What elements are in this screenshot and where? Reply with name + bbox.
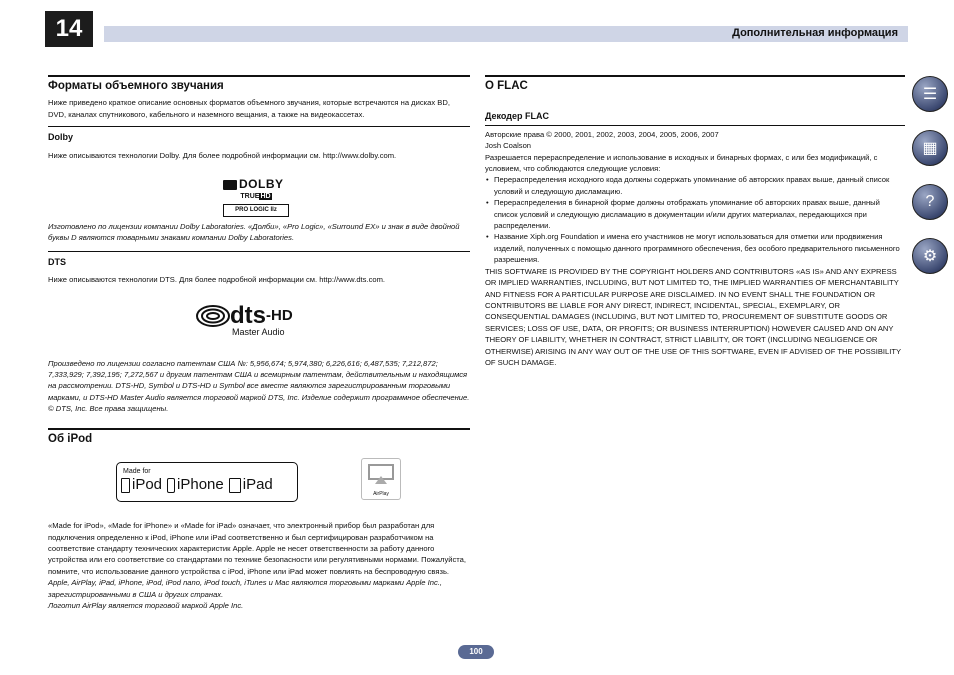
flac-copyright: Авторские права © 2000, 2001, 2002, 2003, 2004, 2005, 2006, 2007 (485, 129, 719, 139)
ipod-note-trademarks: Apple, AirPlay, iPad, iPhone, iPod, iPod nano, iPod touch, iTunes и Mac являются торговыми марками Apple Inc., зарегистрированными в США и других странах. (48, 578, 442, 599)
pro-logic-label: PRO LOGIC IIz (223, 204, 289, 217)
iphone-device-icon (167, 478, 175, 493)
dts-note: Произведено по лицензии согласно патентам США №: 5,956,674; 5,974,380; 6,226,616; 6,487,535; 7,212,872; 7,333,929; 7,392,195; 7,272,567 и другим патентам США и всемирным патентам, действительным и находящимся на рассмотрении. DTS-HD, Symbol и DTS-HD и Symbol все вместе являются зарегистрированным торговыми марками, и DTS-HD Master Audio является торговой маркой DTS, Inc. Изделие содержит программное обеспечение. © DTS, Inc. Все права защищены. (48, 358, 470, 414)
subsection-rule (48, 126, 470, 127)
list-item: • Перераспределения исходного кода должны содержать упоминание об авторских правах выше, данный список условий и следующую дисламацию. (494, 174, 905, 197)
ipod-text: «Made for iPod», «Made for iPhone» и «Made for iPad» означает, что электронный прибор был разработан для подключения определенно к iPod, iPhone или iPad соответственно и был сертифицирован разработчиком на соответствие стандарту технических характеристик Apple. Apple не несет ответственности за работу данного устройства или его соответствие со стандартами по технике безопасности или регулятивными нормами. Пожалуйста, помните, что использование данного устройства с iPod, iPhone или iPad может повлиять на беспроводную связь. (48, 521, 467, 576)
section-rule (48, 75, 470, 77)
header-bar (104, 26, 908, 42)
right-column (485, 75, 905, 368)
dts-hd-label: -HD (266, 306, 293, 324)
header-title: Дополнительная информация (732, 27, 898, 39)
dts-title: DTS (48, 256, 66, 267)
badge-ipad: iPad (242, 476, 273, 494)
surround-title: Форматы объемного звучания (48, 80, 224, 92)
list-item: • Перераспределения в бинарной форме должны отображать упоминание об авторских правах выше, данный список условий и следующую дисламацию в документации и/или других материалах, передающихся при распределении. (494, 197, 905, 231)
chapter-number: 14 (45, 11, 93, 47)
truehd-hd: HD (260, 193, 271, 201)
section-rule (485, 75, 905, 77)
dts-logo-area (48, 286, 470, 358)
made-for-badge (116, 462, 298, 502)
flac-conditions (485, 174, 905, 265)
ipod-title: Об iPod (48, 432, 93, 445)
dts-text: Ниже описываются технологии DTS. Для более подробной информации см. http://www.dts.com. (48, 275, 386, 285)
list-item: • Название Xiph.org Foundation и имена его участников не могут использоваться для отметки или продвижения изделий, полученных с помощью данного программного обеспечения, без особого предварительного письменного разрешения. (494, 231, 905, 265)
section-rule (48, 428, 470, 430)
ipod-note-airplay: Логотип AirPlay является торговой маркой Apple Inc. (48, 600, 244, 610)
left-column (48, 75, 470, 611)
subsection-rule (485, 125, 905, 126)
dolby-text: Ниже описываются технологии Dolby. Для более подробной информации см. http://www.dolby.com. (48, 150, 397, 160)
truehd-true: TRUE (240, 193, 260, 201)
flac-title: О FLAC (485, 80, 528, 92)
dolby-note: Изготовлено по лицензии компании Dolby Laboratories. «Долби», «Pro Logic», «Surround EX» и знак в виде двойной буквы D являются товарными знаками компании Dolby Laboratories. (48, 222, 460, 243)
dolby-logo (223, 179, 289, 217)
book-icon[interactable]: ☰ (912, 76, 948, 112)
ipod-device-icon (121, 478, 130, 493)
dts-master-audio: Master Audio (232, 326, 285, 337)
subsection-rule (48, 251, 470, 252)
dolby-brand: DOLBY (239, 177, 284, 192)
tools-icon[interactable]: ⚙ (912, 238, 948, 274)
dts-hd-logo (196, 301, 326, 337)
help-icon[interactable]: ? (912, 184, 948, 220)
flac-subtitle: Декодер FLAC (485, 111, 550, 122)
flac-allowed: Разрешается перераспределение и использование в исходных и бинарных формах, с или без модификаций, с условием, что соблюдаются следующие условия: (485, 152, 878, 174)
ipod-logos-area (48, 450, 470, 520)
airplay-icon (367, 463, 395, 485)
badge-ipod: iPod (132, 476, 163, 494)
double-d-icon (223, 180, 237, 190)
flac-disclaimer: THIS SOFTWARE IS PROVIDED BY THE COPYRIGHT HOLDERS AND CONTRIBUTORS «AS IS» AND ANY EXPRESS OR IMPLIED WARRANTIES, INCLUDING, BUT NOT LIMITED TO, THE IMPLIED WARRANTIES OF MERCHANTABILITY AND FITNESS FOR A PARTICULAR PURPOSE ARE DISCLAIMED. IN NO EVENT SHALL THE FOUNDATION OR CONTRIBUTORS BE LIABLE FOR ANY DIRECT, INDIRECT, INCIDENTAL, SPECIAL, EXEMPLARY, OR CONSEQUENTIAL DAMAGES (INCLUDING, BUT NOT LIMITED TO, PROCUREMENT OF SUBSTITUTE GOODS OR SERVICES; LOSS OF USE, DATA, OR PROFITS; OR BUSINESS INTERRUPTION) HOWEVER CAUSED AND ON ANY THEORY OF LIABILITY, WHETHER IN CONTRACT, STRICT LIABILITY, OR TORT (INCLUDING NEGLIGENCE OR OTHERWISE) ARISING IN ANY WAY OUT OF THE USE OF THIS SOFTWARE, EVEN IF ADVISED OF THE POSSIBILITY OF SUCH DAMAGE. (485, 266, 901, 367)
flac-author: Josh Coalson (485, 141, 532, 151)
remote-icon[interactable]: ▦ (912, 130, 948, 166)
dts-swirl-icon (196, 305, 230, 327)
airplay-logo (361, 458, 401, 500)
badge-iphone: iPhone (177, 476, 224, 494)
dts-brand: dts (230, 301, 266, 329)
ipad-device-icon (229, 478, 241, 493)
made-for-label: Made for (123, 468, 151, 476)
dolby-logo-area (48, 161, 470, 221)
surround-intro: Ниже приведено краткое описание основных форматов объемного звучания, которые встречаются на дисках BD, DVD, каналах спутникового, кабельного и наземного вещания, а также на видеокассетах. (48, 98, 450, 119)
page-number: 100 (458, 645, 494, 659)
airplay-label: AirPlay (373, 490, 389, 497)
dolby-title: Dolby (48, 132, 74, 143)
